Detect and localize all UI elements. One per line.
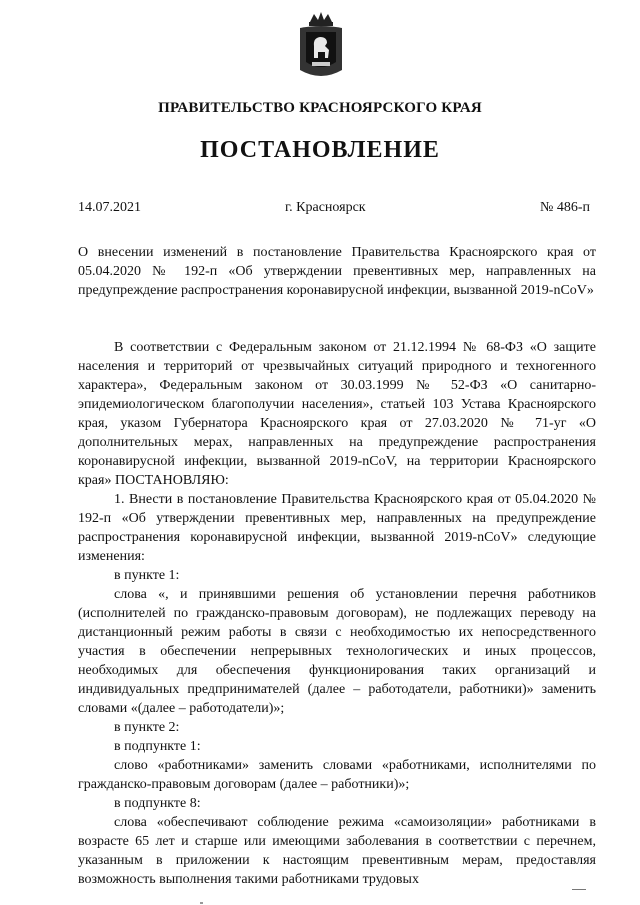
- document-date: 14.07.2021: [78, 200, 141, 215]
- scan-artifact: [572, 889, 586, 890]
- paragraph-subclause: в подпункте 1:: [114, 739, 201, 754]
- paragraph-preamble: В соответствии с Федеральным законом от 21.12.1994 № 68-ФЗ «О защите населения и территорий от чрезвычайных ситуаций природного и техногенного характера», Федеральным законом от 30.03.1999 № 52-ФЗ «О санитарно-эпидемиологическом благополучии населения», статьей 103 Устава Красноярского края, указом Губернатора Красноярского края от 27.03.2020 № 71-уг «О дополнительных мерах, направленных на предупреждение распространения коронавирусной инфекции, вызванной 2019-nCoV, на территории Красноярского края» ПОСТАНОВЛЯЮ:: [78, 340, 596, 488]
- document-body: [78, 338, 596, 889]
- paragraph-item-1: 1. Внести в постановление Правительства Красноярского края от 05.04.2020 № 192-п «Об утверждении превентивных мер, направленных на предупреждение распространения коронавирусной инфекции, вызванной 2019-nCoV» следующие изменения:: [78, 492, 596, 564]
- coat-of-arms-icon: [296, 10, 346, 82]
- paragraph-clause: в пункте 2:: [114, 720, 180, 735]
- document-subject: О внесении изменений в постановление Правительства Красноярского края от 05.04.2020 № 192-п «Об утверждении превентивных мер, направленных на предупреждение распространения коронавирусной инфекции, вызванной 2019-nCoV»: [78, 245, 596, 298]
- document-city: г. Красноярск: [285, 200, 366, 215]
- scan-artifact: [200, 902, 203, 904]
- paragraph-text: слова «, и принявшими решения об установлении перечня работников (исполнителей по гражданско-правовым договорам), не подлежащих переводу на дистанционный режим работы в связи с необходимостью их непосредственного участия в обеспечении непрерывных технологических и иных процессов, необходимых для обеспечения функционирования таких организаций и индивидуальных предпринимателей (далее – работодатели, работники)» заменить словами «(далее – работодатели)»;: [78, 587, 596, 716]
- paragraph-clause: в пункте 1:: [114, 568, 180, 583]
- document-number: № 486-п: [540, 200, 591, 215]
- government-name: ПРАВИТЕЛЬСТВО КРАСНОЯРСКОГО КРАЯ: [158, 100, 482, 116]
- document-type-title: ПОСТАНОВЛЕНИЕ: [200, 137, 440, 163]
- paragraph-subclause: в подпункте 8:: [114, 796, 201, 811]
- paragraph-text: слова «обеспечивают соблюдение режима «самоизоляции» работниками в возрасте 65 лет и старше или имеющими заболевания в соответствии с перечнем, указанным в приложении к настоящим превентивным мерам, предоставляя возможность выполнения такими работниками трудовых: [78, 815, 596, 887]
- paragraph-text: слово «работниками» заменить словами «работниками, исполнителями по гражданско-правовым договорам (далее – работники)»;: [78, 758, 596, 792]
